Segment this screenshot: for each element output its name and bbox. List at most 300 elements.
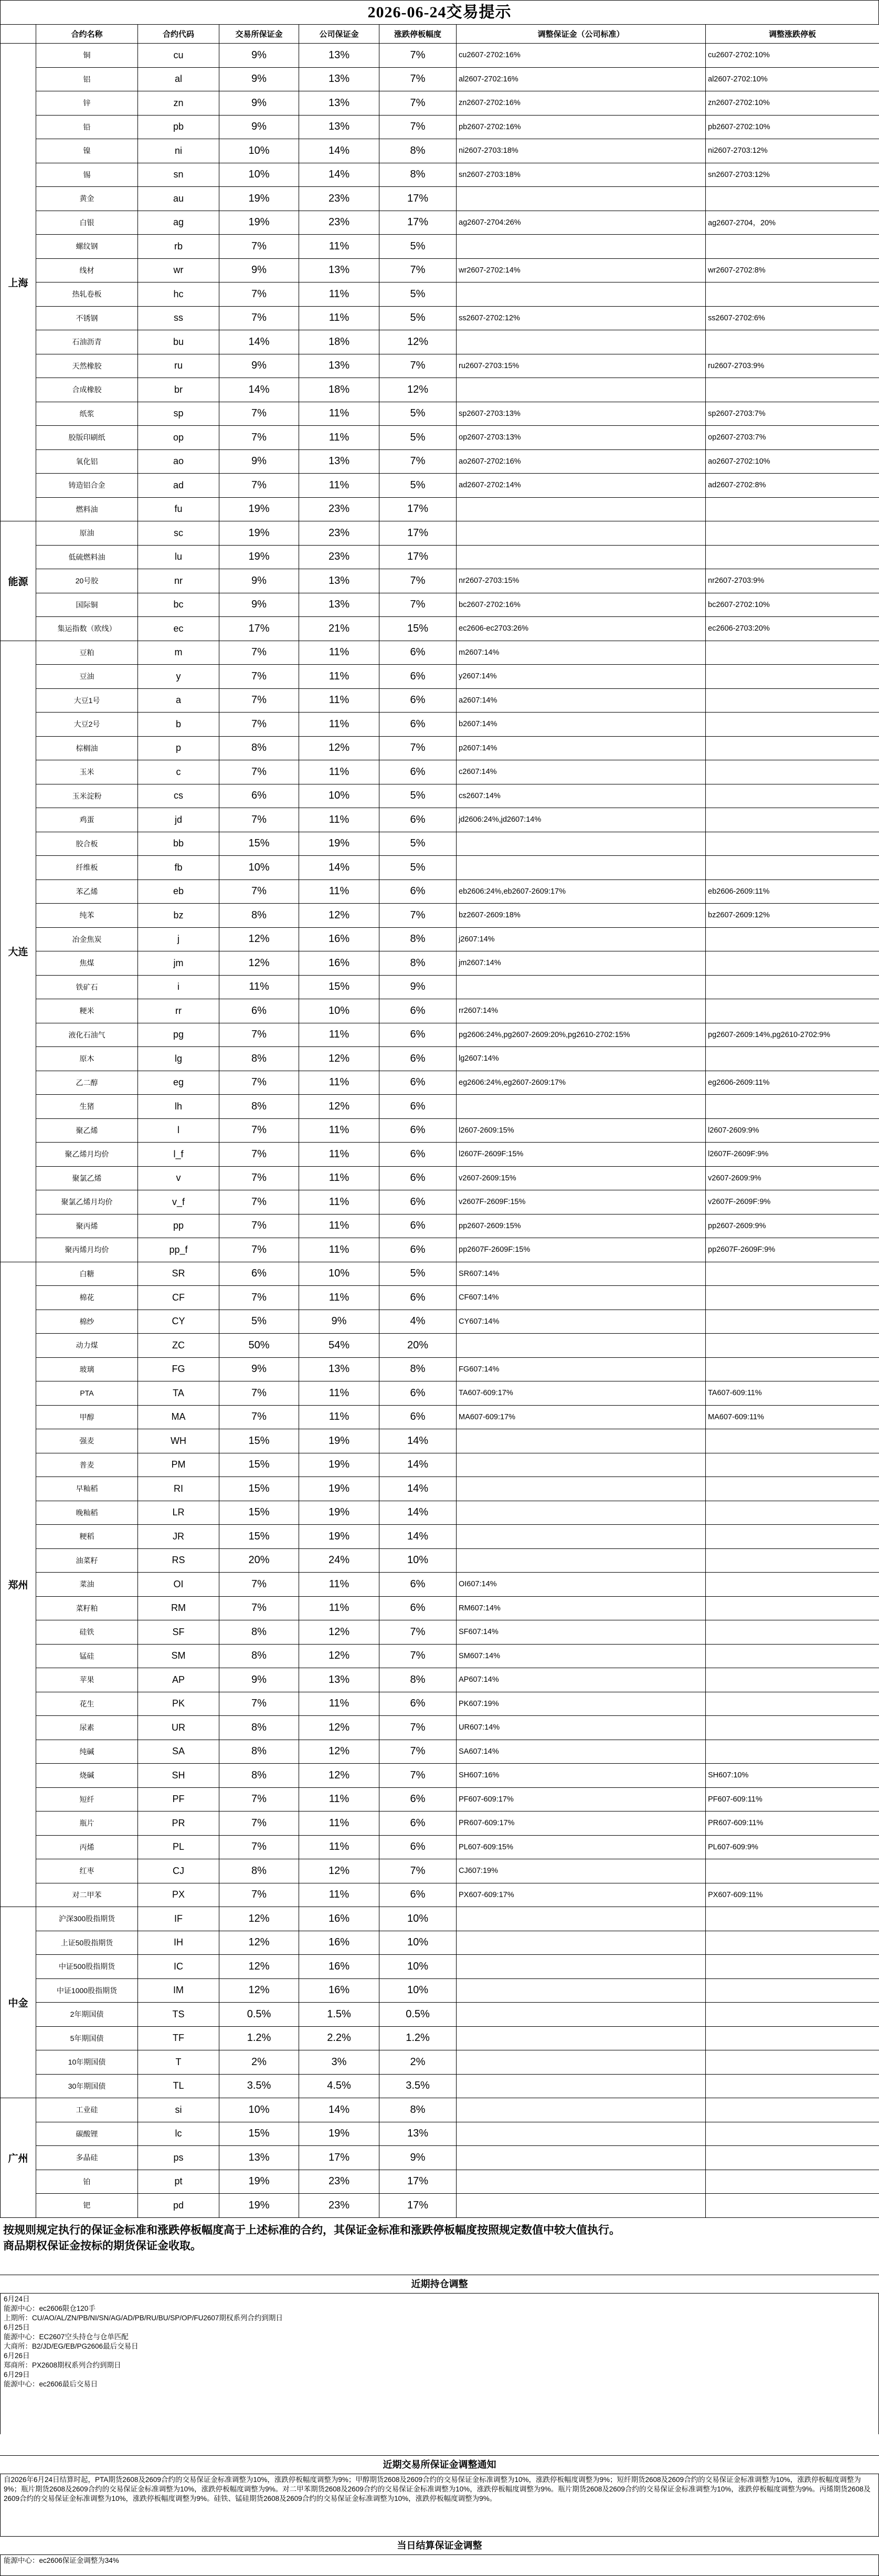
adjusted-margin-cell: nr2607-2703:15% xyxy=(457,569,706,593)
table-row xyxy=(1,521,879,546)
adjusted-limit-cell: PF607-609:11% xyxy=(706,1787,879,1811)
exchange-margin-cell: 15% xyxy=(219,1501,299,1525)
exchange-margin-cell: 12% xyxy=(219,1931,299,1955)
adjusted-limit-cell xyxy=(706,1644,879,1668)
company-margin-cell: 12% xyxy=(299,1620,379,1645)
exchange-margin-cell: 50% xyxy=(219,1334,299,1358)
contract-name-cell: 晚籼稻 xyxy=(36,1501,138,1525)
company-margin-cell: 11% xyxy=(299,1811,379,1836)
header-company-margin: 公司保证金 xyxy=(299,25,379,44)
table-row xyxy=(1,1978,879,2003)
contract-code-cell: jm xyxy=(138,951,219,976)
exchange-margin-cell: 17% xyxy=(219,617,299,641)
price-limit-cell: 6% xyxy=(379,1023,457,1047)
exchange-margin-cell: 8% xyxy=(219,1644,299,1668)
company-margin-cell: 12% xyxy=(299,1859,379,1883)
company-margin-cell: 11% xyxy=(299,1166,379,1190)
adjusted-limit-cell xyxy=(706,1692,879,1716)
exchange-margin-cell: 7% xyxy=(219,760,299,784)
company-margin-cell: 11% xyxy=(299,426,379,450)
company-margin-cell: 11% xyxy=(299,713,379,737)
contract-code-cell: pp xyxy=(138,1214,219,1238)
table-row xyxy=(1,1740,879,1764)
holding-adjust-section xyxy=(0,2275,879,2434)
adjusted-margin-cell: pp2607F-2609F:15% xyxy=(457,1238,706,1262)
exchange-margin-cell: 7% xyxy=(219,665,299,689)
contract-code-cell: MA xyxy=(138,1405,219,1429)
exchange-margin-cell: 5% xyxy=(219,1310,299,1334)
contract-code-cell: zn xyxy=(138,91,219,116)
company-margin-cell: 11% xyxy=(299,282,379,307)
exchange-margin-cell: 8% xyxy=(219,1095,299,1119)
adjusted-limit-cell: ss2607-2702:6% xyxy=(706,306,879,330)
adjusted-limit-cell: ad2607-2702:8% xyxy=(706,474,879,498)
header-contract-name: 合约名称 xyxy=(36,25,138,44)
contract-code-cell: c xyxy=(138,760,219,784)
contract-code-cell: JR xyxy=(138,1525,219,1549)
contract-name-cell: 多晶硅 xyxy=(36,2146,138,2170)
exchange-margin-cell: 12% xyxy=(219,951,299,976)
contract-name-cell: 国际铜 xyxy=(36,593,138,617)
table-row xyxy=(1,1143,879,1167)
contract-name-cell: 纤维板 xyxy=(36,856,138,880)
adjusted-margin-cell: b2607:14% xyxy=(457,713,706,737)
exchange-margin-cell: 12% xyxy=(219,927,299,951)
contract-name-cell: 10年期国债 xyxy=(36,2050,138,2075)
contract-name-cell: 热轧卷板 xyxy=(36,282,138,307)
company-margin-cell: 11% xyxy=(299,879,379,904)
contract-name-cell: 大豆2号 xyxy=(36,713,138,737)
price-limit-cell: 8% xyxy=(379,1357,457,1381)
adjusted-margin-cell: ru2607-2703:15% xyxy=(457,354,706,378)
adjusted-margin-cell xyxy=(457,856,706,880)
contract-code-cell: SR xyxy=(138,1262,219,1286)
adjusted-limit-cell xyxy=(706,2098,879,2122)
adjusted-margin-cell xyxy=(457,2026,706,2050)
table-row xyxy=(1,378,879,402)
settlement-margin-text: 能源中心：ec2606保证金调整为34% xyxy=(0,2555,879,2576)
table-row xyxy=(1,67,879,91)
exchange-margin-cell: 7% xyxy=(219,1811,299,1836)
exchange-margin-cell: 9% xyxy=(219,569,299,593)
contract-name-cell: 硅铁 xyxy=(36,1620,138,1645)
exchange-margin-cell: 15% xyxy=(219,2122,299,2146)
adjusted-margin-cell: UR607:14% xyxy=(457,1716,706,1740)
adjusted-margin-cell: PF607-609:17% xyxy=(457,1787,706,1811)
company-margin-cell: 11% xyxy=(299,688,379,713)
table-row xyxy=(1,1573,879,1597)
contract-name-cell: 尿素 xyxy=(36,1716,138,1740)
price-limit-cell: 6% xyxy=(379,1071,457,1095)
adjusted-limit-cell: MA607-609:11% xyxy=(706,1405,879,1429)
adjusted-margin-cell: pg2606:24%,pg2607-2609:20%,pg2610-2702:15% xyxy=(457,1023,706,1047)
table-row xyxy=(1,832,879,856)
contract-name-cell: 红枣 xyxy=(36,1859,138,1883)
table-header-row xyxy=(1,25,879,44)
exchange-margin-cell: 7% xyxy=(219,1023,299,1047)
company-margin-cell: 54% xyxy=(299,1334,379,1358)
company-margin-cell: 11% xyxy=(299,1405,379,1429)
adjusted-margin-cell xyxy=(457,975,706,999)
contract-code-cell: wr xyxy=(138,258,219,282)
company-margin-cell: 11% xyxy=(299,1381,379,1406)
adjusted-limit-cell xyxy=(706,2194,879,2218)
adjusted-margin-cell xyxy=(457,2003,706,2027)
price-limit-cell: 5% xyxy=(379,832,457,856)
exchange-margin-cell: 7% xyxy=(219,1692,299,1716)
contract-code-cell: cs xyxy=(138,784,219,808)
adjusted-margin-cell: PR607-609:17% xyxy=(457,1811,706,1836)
exchange-cell: 上海 xyxy=(1,44,36,521)
price-limit-cell: 7% xyxy=(379,258,457,282)
price-limit-cell: 6% xyxy=(379,665,457,689)
adjusted-margin-cell: OI607:14% xyxy=(457,1573,706,1597)
adjusted-margin-cell xyxy=(457,187,706,211)
company-margin-cell: 24% xyxy=(299,1548,379,1573)
company-margin-cell: 23% xyxy=(299,2170,379,2194)
company-margin-cell: 16% xyxy=(299,1955,379,1979)
table-row xyxy=(1,1525,879,1549)
contract-code-cell: CF xyxy=(138,1286,219,1310)
table-row xyxy=(1,665,879,689)
exchange-margin-cell: 9% xyxy=(219,67,299,91)
contract-name-cell: 豆油 xyxy=(36,665,138,689)
adjusted-limit-cell: ni2607-2703:12% xyxy=(706,139,879,163)
contract-code-cell: RS xyxy=(138,1548,219,1573)
adjusted-limit-cell xyxy=(706,713,879,737)
price-limit-cell: 6% xyxy=(379,1118,457,1143)
adjusted-margin-cell: SA607:14% xyxy=(457,1740,706,1764)
contract-code-cell: SA xyxy=(138,1740,219,1764)
table-row xyxy=(1,1907,879,1931)
adjusted-margin-cell: lg2607:14% xyxy=(457,1047,706,1071)
company-margin-cell: 11% xyxy=(299,1118,379,1143)
exchange-margin-cell: 10% xyxy=(219,856,299,880)
table-row xyxy=(1,258,879,282)
contract-code-cell: eb xyxy=(138,879,219,904)
company-margin-cell: 16% xyxy=(299,1907,379,1931)
table-row xyxy=(1,1334,879,1358)
table-row xyxy=(1,975,879,999)
company-margin-cell: 11% xyxy=(299,1787,379,1811)
contract-name-cell: 集运指数（欧线） xyxy=(36,617,138,641)
exchange-margin-cell: 6% xyxy=(219,1262,299,1286)
adjusted-limit-cell xyxy=(706,1596,879,1620)
company-margin-cell: 14% xyxy=(299,2098,379,2122)
contract-name-cell: 鸡蛋 xyxy=(36,808,138,832)
table-row xyxy=(1,1596,879,1620)
price-limit-cell: 13% xyxy=(379,2122,457,2146)
company-margin-cell: 15% xyxy=(299,975,379,999)
company-margin-cell: 13% xyxy=(299,258,379,282)
table-row xyxy=(1,999,879,1023)
exchange-margin-cell: 7% xyxy=(219,1190,299,1214)
table-row xyxy=(1,688,879,713)
adjusted-limit-cell xyxy=(706,1548,879,1573)
adjusted-limit-cell: sp2607-2703:7% xyxy=(706,402,879,426)
contract-name-cell: 苯乙烯 xyxy=(36,879,138,904)
exchange-margin-cell: 9% xyxy=(219,1668,299,1692)
contract-name-cell: PTA xyxy=(36,1381,138,1406)
table-row xyxy=(1,1381,879,1406)
price-limit-cell: 6% xyxy=(379,641,457,665)
adjusted-margin-cell: eg2606:24%,eg2607-2609:17% xyxy=(457,1071,706,1095)
price-limit-cell: 7% xyxy=(379,1716,457,1740)
contract-name-cell: 液化石油气 xyxy=(36,1023,138,1047)
margin-notice-title: 近期交易所保证金调整通知 xyxy=(0,2455,879,2474)
exchange-margin-cell: 7% xyxy=(219,1596,299,1620)
header-exchange-margin: 交易所保证金 xyxy=(219,25,299,44)
contract-name-cell: 锡 xyxy=(36,163,138,187)
exchange-margin-cell: 11% xyxy=(219,975,299,999)
table-row xyxy=(1,879,879,904)
exchange-margin-cell: 8% xyxy=(219,1764,299,1788)
contract-code-cell: a xyxy=(138,688,219,713)
adjusted-limit-cell xyxy=(706,1310,879,1334)
table-row xyxy=(1,569,879,593)
contract-code-cell: OI xyxy=(138,1573,219,1597)
company-margin-cell: 10% xyxy=(299,999,379,1023)
adjusted-margin-cell xyxy=(457,2122,706,2146)
price-limit-cell: 5% xyxy=(379,1262,457,1286)
contract-code-cell: fb xyxy=(138,856,219,880)
adjusted-limit-cell: PX607-609:11% xyxy=(706,1883,879,1907)
contract-name-cell: 冶金焦炭 xyxy=(36,927,138,951)
table-row xyxy=(1,163,879,187)
table-row xyxy=(1,545,879,569)
adjusted-margin-cell: RM607:14% xyxy=(457,1596,706,1620)
adjusted-limit-cell xyxy=(706,856,879,880)
adjusted-margin-cell: PK607:19% xyxy=(457,1692,706,1716)
contract-code-cell: ad xyxy=(138,474,219,498)
table-row xyxy=(1,1692,879,1716)
adjusted-limit-cell: eb2606-2609:11% xyxy=(706,879,879,904)
adjusted-limit-cell xyxy=(706,975,879,999)
company-margin-cell: 13% xyxy=(299,44,379,68)
price-limit-cell: 3.5% xyxy=(379,2074,457,2098)
adjusted-limit-cell xyxy=(706,378,879,402)
page-title: 2026-06-24交易提示 xyxy=(0,0,879,24)
adjusted-limit-cell: v2607-2609:9% xyxy=(706,1166,879,1190)
contract-code-cell: IF xyxy=(138,1907,219,1931)
price-limit-cell: 2% xyxy=(379,2050,457,2075)
exchange-margin-cell: 7% xyxy=(219,1071,299,1095)
price-limit-cell: 5% xyxy=(379,282,457,307)
adjusted-limit-cell: l2607F-2609F:9% xyxy=(706,1143,879,1167)
company-margin-cell: 11% xyxy=(299,1286,379,1310)
price-limit-cell: 5% xyxy=(379,856,457,880)
header-exchange xyxy=(1,25,36,44)
company-margin-cell: 14% xyxy=(299,139,379,163)
adjusted-limit-cell: pp2607-2609:9% xyxy=(706,1214,879,1238)
adjusted-limit-cell: l2607-2609:9% xyxy=(706,1118,879,1143)
price-limit-cell: 7% xyxy=(379,354,457,378)
adjusted-margin-cell: ec2606-ec2703:26% xyxy=(457,617,706,641)
price-limit-cell: 14% xyxy=(379,1525,457,1549)
price-limit-cell: 7% xyxy=(379,904,457,928)
adjusted-limit-cell xyxy=(706,1334,879,1358)
company-margin-cell: 1.5% xyxy=(299,2003,379,2027)
price-limit-cell: 9% xyxy=(379,975,457,999)
table-row xyxy=(1,593,879,617)
adjusted-limit-cell xyxy=(706,521,879,546)
contract-name-cell: 钯 xyxy=(36,2194,138,2218)
contract-code-cell: PK xyxy=(138,1692,219,1716)
contract-name-cell: 花生 xyxy=(36,1692,138,1716)
adjusted-margin-cell xyxy=(457,378,706,402)
adjusted-margin-cell: rr2607:14% xyxy=(457,999,706,1023)
contract-code-cell: CY xyxy=(138,1310,219,1334)
adjusted-margin-cell xyxy=(457,2170,706,2194)
table-row xyxy=(1,354,879,378)
contract-name-cell: 燃料油 xyxy=(36,497,138,521)
contract-name-cell: 苹果 xyxy=(36,1668,138,1692)
contract-name-cell: 20号胶 xyxy=(36,569,138,593)
price-limit-cell: 10% xyxy=(379,1978,457,2003)
company-margin-cell: 23% xyxy=(299,545,379,569)
contract-code-cell: IH xyxy=(138,1931,219,1955)
exchange-cell: 广州 xyxy=(1,2098,36,2218)
adjusted-margin-cell: l2607F-2609F:15% xyxy=(457,1143,706,1167)
exchange-margin-cell: 7% xyxy=(219,1883,299,1907)
adjusted-margin-cell: zn2607-2702:16% xyxy=(457,91,706,116)
contract-code-cell: pg xyxy=(138,1023,219,1047)
contract-name-cell: 玉米 xyxy=(36,760,138,784)
adjusted-limit-cell xyxy=(706,832,879,856)
contract-name-cell: 黄金 xyxy=(36,187,138,211)
adjusted-limit-cell: eg2606-2609:11% xyxy=(706,1071,879,1095)
table-row xyxy=(1,1764,879,1788)
company-margin-cell: 16% xyxy=(299,1978,379,2003)
adjusted-margin-cell: y2607:14% xyxy=(457,665,706,689)
exchange-margin-cell: 7% xyxy=(219,1835,299,1859)
table-row xyxy=(1,282,879,307)
contract-name-cell: 聚氯乙烯 xyxy=(36,1166,138,1190)
adjusted-limit-cell: ru2607-2703:9% xyxy=(706,354,879,378)
table-row xyxy=(1,1286,879,1310)
exchange-margin-cell: 7% xyxy=(219,306,299,330)
table-row xyxy=(1,2003,879,2027)
adjusted-limit-cell xyxy=(706,641,879,665)
adjusted-margin-cell: jm2607:14% xyxy=(457,951,706,976)
adjusted-margin-cell: ad2607-2702:14% xyxy=(457,474,706,498)
adjusted-limit-cell xyxy=(706,2074,879,2098)
adjusted-margin-cell xyxy=(457,497,706,521)
exchange-margin-cell: 7% xyxy=(219,282,299,307)
contract-code-cell: sc xyxy=(138,521,219,546)
adjusted-margin-cell xyxy=(457,1334,706,1358)
exchange-margin-cell: 9% xyxy=(219,354,299,378)
adjusted-margin-cell: bz2607-2609:18% xyxy=(457,904,706,928)
price-limit-cell: 7% xyxy=(379,115,457,139)
adjusted-limit-cell xyxy=(706,1740,879,1764)
adjusted-margin-cell: c2607:14% xyxy=(457,760,706,784)
price-limit-cell: 5% xyxy=(379,235,457,259)
contract-code-cell: RM xyxy=(138,1596,219,1620)
adjusted-limit-cell: pg2607-2609:14%,pg2610-2702:9% xyxy=(706,1023,879,1047)
adjusted-limit-cell: ao2607-2702:10% xyxy=(706,449,879,474)
price-limit-cell: 7% xyxy=(379,1859,457,1883)
adjusted-limit-cell xyxy=(706,1716,879,1740)
contract-code-cell: ag xyxy=(138,211,219,235)
contract-code-cell: j xyxy=(138,927,219,951)
contract-code-cell: TS xyxy=(138,2003,219,2027)
adjusted-margin-cell xyxy=(457,2050,706,2075)
contract-name-cell: 丙烯 xyxy=(36,1835,138,1859)
margin-table xyxy=(0,24,879,2218)
company-margin-cell: 11% xyxy=(299,1143,379,1167)
price-limit-cell: 5% xyxy=(379,474,457,498)
header-price-limit: 涨跌停板幅度 xyxy=(379,25,457,44)
table-row xyxy=(1,951,879,976)
price-limit-cell: 5% xyxy=(379,426,457,450)
adjusted-margin-cell: eb2606:24%,eb2607-2609:17% xyxy=(457,879,706,904)
company-margin-cell: 11% xyxy=(299,402,379,426)
price-limit-cell: 6% xyxy=(379,1286,457,1310)
price-limit-cell: 6% xyxy=(379,1811,457,1836)
contract-code-cell: al xyxy=(138,67,219,91)
adjusted-margin-cell: p2607:14% xyxy=(457,736,706,760)
price-limit-cell: 14% xyxy=(379,1429,457,1453)
table-row xyxy=(1,2098,879,2122)
adjusted-margin-cell xyxy=(457,2194,706,2218)
contract-code-cell: v xyxy=(138,1166,219,1190)
exchange-cell: 郑州 xyxy=(1,1262,36,1907)
adjusted-limit-cell: pb2607-2702:10% xyxy=(706,115,879,139)
table-row xyxy=(1,1214,879,1238)
price-limit-cell: 6% xyxy=(379,1381,457,1406)
price-limit-cell: 6% xyxy=(379,879,457,904)
price-limit-cell: 17% xyxy=(379,187,457,211)
price-limit-cell: 7% xyxy=(379,449,457,474)
exchange-margin-cell: 7% xyxy=(219,1286,299,1310)
contract-name-cell: 原木 xyxy=(36,1047,138,1071)
contract-name-cell: 不锈钢 xyxy=(36,306,138,330)
adjusted-margin-cell: m2607:14% xyxy=(457,641,706,665)
exchange-margin-cell: 8% xyxy=(219,1740,299,1764)
exchange-margin-cell: 9% xyxy=(219,449,299,474)
contract-name-cell: 大豆1号 xyxy=(36,688,138,713)
company-margin-cell: 10% xyxy=(299,1262,379,1286)
company-margin-cell: 12% xyxy=(299,1764,379,1788)
adjusted-margin-cell: CJ607:19% xyxy=(457,1859,706,1883)
contract-name-cell: 碳酸锂 xyxy=(36,2122,138,2146)
price-limit-cell: 8% xyxy=(379,951,457,976)
adjusted-limit-cell: v2607F-2609F:9% xyxy=(706,1190,879,1214)
contract-name-cell: 线材 xyxy=(36,258,138,282)
contract-name-cell: 强麦 xyxy=(36,1429,138,1453)
adjusted-limit-cell xyxy=(706,1955,879,1979)
company-margin-cell: 19% xyxy=(299,1453,379,1477)
adjusted-limit-cell: sn2607-2703:12% xyxy=(706,163,879,187)
rule-note xyxy=(0,2218,879,2254)
exchange-margin-cell: 2% xyxy=(219,2050,299,2075)
contract-code-cell: sn xyxy=(138,163,219,187)
table-row xyxy=(1,2074,879,2098)
adjusted-limit-cell xyxy=(706,1931,879,1955)
contract-code-cell: y xyxy=(138,665,219,689)
contract-code-cell: i xyxy=(138,975,219,999)
header-adjusted-margin: 调整保证金（公司标准） xyxy=(457,25,706,44)
margin-notice-text: 自2026年6月24日结算时起，PTA期货2608及2609合约的交易保证金标准调整为10%，涨跌停板幅度调整为9%；甲醇期货2608及2609合约的交易保证金标准调整为10%，涨跌停板幅度调整为9%；短纤期货2608及2609合约的交易保证金标准调整为10%，涨跌停板幅度调整为9%；瓶片期货2608及2609合约的交易保证金标准调整为10%，涨跌停板幅度调整为9%。对二甲苯期货2608及2609合约的交易保证金标准调整为10%，涨跌停板幅度调整为9%。瓶片期货2608及2609合约的交易保证金标准调整为10%，涨跌停板幅度调整为9%。丙烯期货2608及2609合约的交易保证金标准调整为10%，涨跌停板幅度调整为9%。硅铁、锰硅期货2608及2609合约的交易保证金标准调整为10%，涨跌停板幅度调整为9%。 xyxy=(0,2474,879,2536)
adjusted-limit-cell: zn2607-2702:10% xyxy=(706,91,879,116)
adjusted-margin-cell xyxy=(457,2074,706,2098)
price-limit-cell: 17% xyxy=(379,211,457,235)
adjusted-margin-cell: l2607-2609:15% xyxy=(457,1118,706,1143)
price-limit-cell: 7% xyxy=(379,1620,457,1645)
exchange-margin-cell: 15% xyxy=(219,1525,299,1549)
adjusted-margin-cell: cu2607-2702:16% xyxy=(457,44,706,68)
